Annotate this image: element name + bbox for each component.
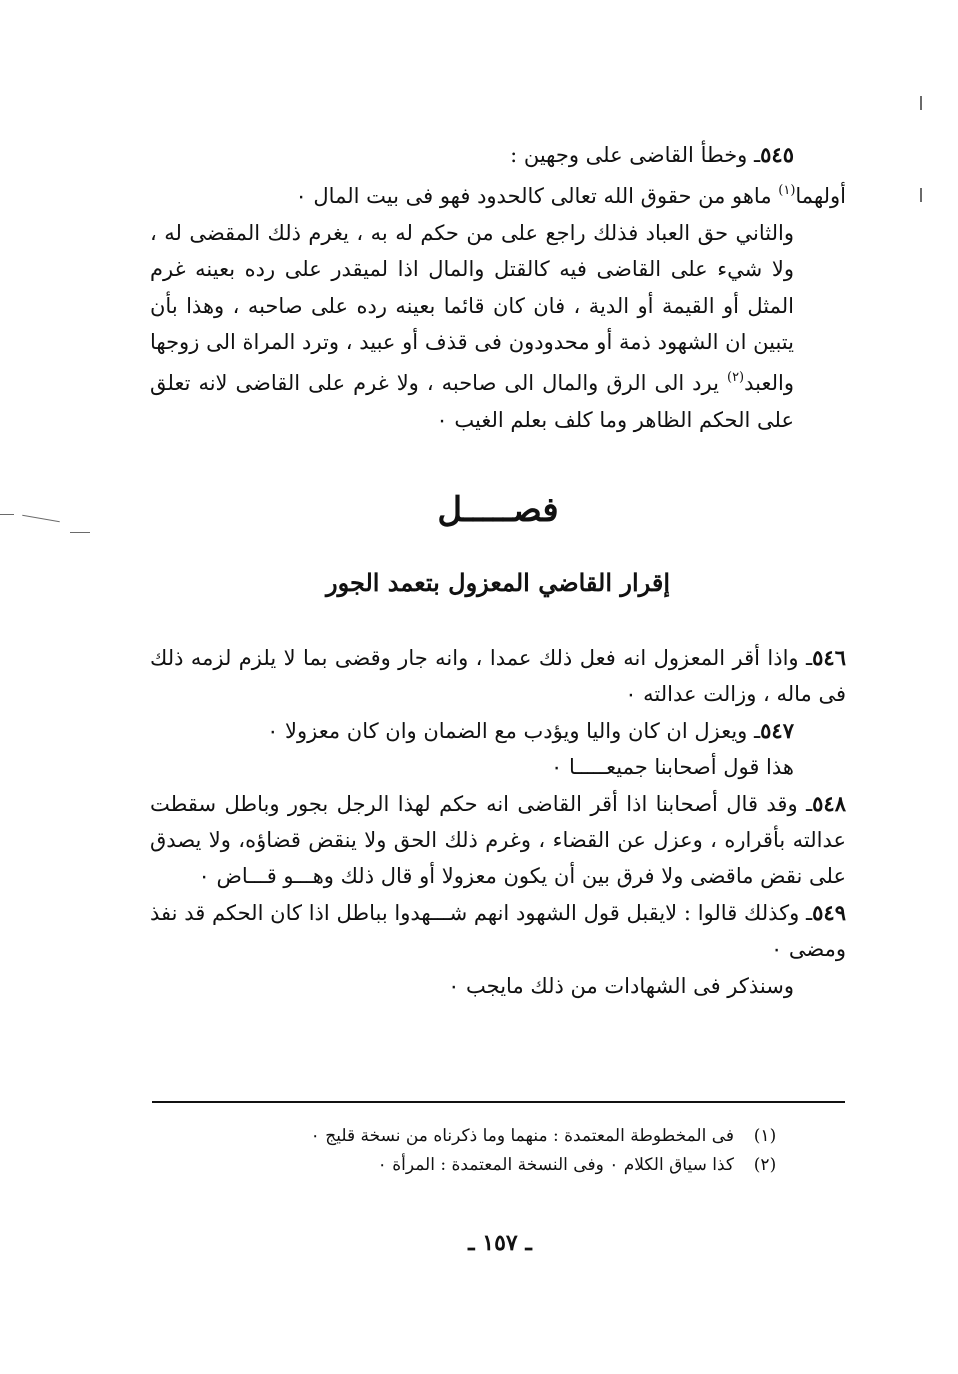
paragraph-closing: [150, 968, 846, 1004]
paragraph-547-note: [150, 749, 846, 785]
paragraph-first-case: [150, 173, 846, 214]
footnote-number: (٢): [753, 1155, 777, 1175]
scan-mark-left-3: [70, 532, 90, 533]
paragraph-546: [150, 640, 846, 713]
footnote-divider: [152, 1101, 845, 1103]
paragraph-number: ٥٤٩: [812, 899, 846, 925]
paragraph-text: أولهما: [795, 184, 846, 209]
footnote-ref-2: (٢): [726, 370, 745, 386]
scan-mark-left-2: [22, 515, 60, 523]
scan-mark-left-1: [0, 514, 14, 515]
footnote-2: [150, 1151, 786, 1180]
paragraph-number: ٥٤٧: [760, 717, 794, 743]
paragraph-text: يرد الى الرق والمال الى صاحبه ، ولا غرم على القاضى لانه تعلق على الحكم الظاهر وما كلف بعلم الغيب ٠: [150, 371, 794, 432]
paragraph-text: ـ وخطأ القاضى على وجهين :: [510, 143, 761, 167]
scan-mark-right-mid: [920, 188, 922, 202]
footnote-ref-1: (١): [778, 183, 796, 199]
paragraph-number: ٥٤٥: [760, 142, 794, 167]
paragraph-number: ٥٤٨: [812, 790, 846, 816]
paragraph-number: ٥٤٦: [812, 645, 846, 670]
footnote-text: فى المخطوطة المعتمدة : منهما وما ذكرناه من نسخة قليج ٠: [310, 1126, 734, 1146]
paragraph-547: [150, 713, 846, 749]
footnote-number: (١): [753, 1126, 777, 1146]
body-text-top: [150, 137, 846, 438]
section-subheading: إقرار القاضي المعزول بتعمد الجور: [325, 568, 670, 597]
paragraph-second-case: [150, 215, 846, 438]
paragraph-text: ماهو من حقوق الله تعالى كالحدود فهو فى بيت المال ٠: [295, 184, 779, 209]
paragraph-545: [150, 137, 846, 173]
paragraph-text: والثاني حق العباد فذلك راجع على من حكم له به ، يغرم ذلك المقضى له ، ولا شيء على القاضى فيه كالقتل والمال اذا لميقدر على رده بعينه غرم المثل أو القيمة أو الدية ، فان كان قائما بعينه رده على صاحبه ، وهذا بأن يتبين ان الشهود ذمة أو محدودون فى قذف أو عبيد ، وترد المراة الى زوجها والعبد: [150, 220, 795, 396]
section-heading: فصـــــل: [437, 490, 559, 530]
page-number: ـ ١٥٧ ـ: [468, 1230, 532, 1256]
scan-mark-right-top: [920, 96, 922, 110]
paragraph-text: وسنذكر فى الشهادات من ذلك مايجب ٠: [448, 973, 794, 998]
paragraph-549: [150, 895, 846, 968]
paragraph-text: ـ وقد قال أصحابنا اذا أقر القاضى انه حكم لهذا الرجل بجور وباطل سقطت عدالته بأقراره ، وعزل عن القضاء ، وغرم ذلك الحق ولا ينقض قضاؤه، ولا يصدق على نقض ماقضى ولا فرق بين أن يكون معزولا أو قال ذلك وهـــو قـــاض ٠: [150, 791, 847, 889]
footnotes: [150, 1122, 786, 1180]
footnote-text: كذا سياق الكلام ٠ وفى النسخة المعتمدة : المرأة ٠: [377, 1155, 734, 1175]
body-text-bottom: [150, 640, 846, 1004]
paragraph-text: هذا قول أصحابنا جميعـــــا ٠: [550, 755, 794, 780]
paragraph-text: ـ وكذلك قالوا : لايقبل قول الشهود انهم شـــهدوا بباطل اذا كان الحكم قد نفذ ومضى ٠: [150, 900, 846, 962]
footnote-1: [150, 1122, 786, 1151]
paragraph-text: ـ ويعزل ان كان واليا ويؤدب مع الضمان وان كان معزولا ٠: [267, 718, 761, 743]
paragraph-548: [150, 786, 846, 895]
paragraph-text: ـ واذا أقر المعزول انه فعل ذلك عمدا ، وانه جار وقضى بما لا يلزم لزمه ذلك فى ماله ، وزالت عدالته ٠: [150, 646, 846, 707]
